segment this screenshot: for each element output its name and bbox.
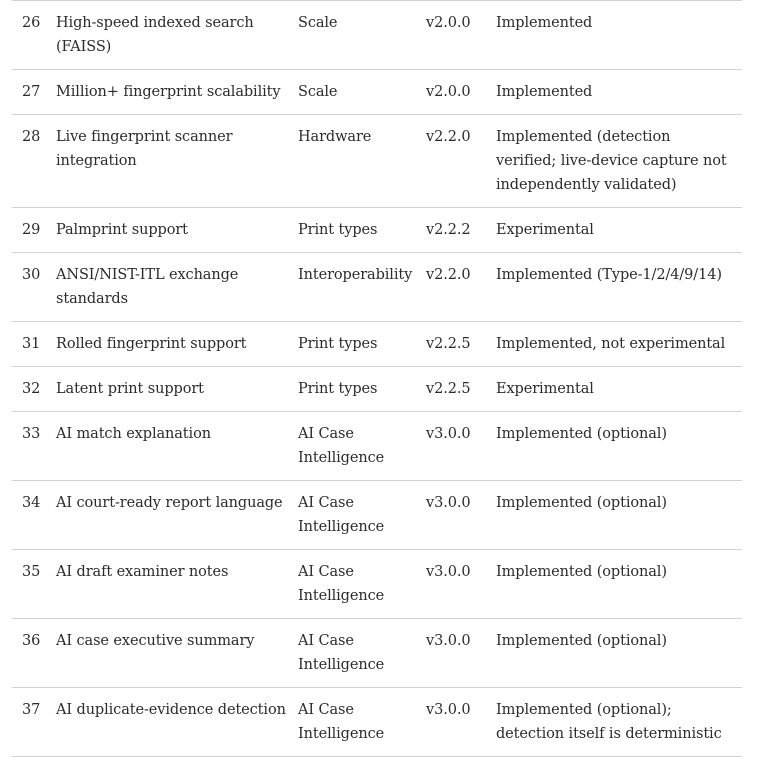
row-number: 34 xyxy=(22,495,41,511)
feature-version: v3.0.0 xyxy=(426,564,471,580)
row-number: 33 xyxy=(22,426,41,442)
feature-status: Implemented (optional); detection itself is deterministic xyxy=(496,702,722,742)
feature-version: v2.0.0 xyxy=(426,84,471,100)
feature-name: High-speed indexed search (FAISS) xyxy=(56,15,254,55)
table-row xyxy=(12,1,742,70)
feature-category: Interoperability xyxy=(298,267,413,283)
row-number: 31 xyxy=(22,336,41,352)
row-number: 35 xyxy=(22,564,41,580)
feature-version: v3.0.0 xyxy=(426,426,471,442)
feature-name: ANSI/NIST-ITL exchange standards xyxy=(56,267,239,307)
feature-table-container xyxy=(12,0,742,757)
feature-version: v2.2.5 xyxy=(426,381,471,397)
feature-category: Print types xyxy=(298,222,378,238)
feature-category: Print types xyxy=(298,381,378,397)
table-row xyxy=(12,481,742,550)
feature-name: Palmprint support xyxy=(56,222,188,238)
feature-category: AI Case Intelligence xyxy=(298,426,385,466)
feature-version: v2.2.2 xyxy=(426,222,471,238)
table-row xyxy=(12,550,742,619)
feature-version: v2.2.5 xyxy=(426,336,471,352)
feature-name: AI case executive summary xyxy=(56,633,255,649)
row-number: 30 xyxy=(22,267,41,283)
feature-name: AI duplicate-evidence detection xyxy=(56,702,286,718)
feature-name: AI draft examiner notes xyxy=(56,564,229,580)
table-row xyxy=(12,115,742,208)
feature-category: AI Case Intelligence xyxy=(298,702,385,742)
feature-name: Live fingerprint scanner integration xyxy=(56,129,233,169)
table-row xyxy=(12,70,742,115)
feature-status: Implemented xyxy=(496,84,593,100)
row-number: 37 xyxy=(22,702,41,718)
feature-version: v2.2.0 xyxy=(426,267,471,283)
table-row xyxy=(12,322,742,367)
feature-category: AI Case Intelligence xyxy=(298,564,385,604)
feature-version: v2.0.0 xyxy=(426,15,471,31)
feature-category: Print types xyxy=(298,336,378,352)
table-row xyxy=(12,619,742,688)
feature-version: v3.0.0 xyxy=(426,633,471,649)
feature-status: Implemented (optional) xyxy=(496,564,667,580)
feature-status: Implemented (optional) xyxy=(496,495,667,511)
feature-category: Scale xyxy=(298,84,338,100)
feature-category: AI Case Intelligence xyxy=(298,495,385,535)
feature-status: Implemented (detection verified; live-device capture not independently validated) xyxy=(496,129,727,193)
feature-name: AI match explanation xyxy=(56,426,211,442)
feature-category: AI Case Intelligence xyxy=(298,633,385,673)
feature-status: Implemented xyxy=(496,15,593,31)
feature-table-body xyxy=(12,1,742,757)
feature-version: v3.0.0 xyxy=(426,702,471,718)
feature-status: Implemented (optional) xyxy=(496,633,667,649)
row-number: 26 xyxy=(22,15,41,31)
row-number: 28 xyxy=(22,129,41,145)
row-number: 32 xyxy=(22,381,41,397)
feature-table xyxy=(12,0,742,757)
row-number: 36 xyxy=(22,633,41,649)
feature-version: v2.2.0 xyxy=(426,129,471,145)
feature-version: v3.0.0 xyxy=(426,495,471,511)
feature-name: Rolled fingerprint support xyxy=(56,336,247,352)
feature-name: Million+ fingerprint scalability xyxy=(56,84,281,100)
feature-name: Latent print support xyxy=(56,381,204,397)
table-row xyxy=(12,253,742,322)
table-row xyxy=(12,688,742,757)
row-number: 29 xyxy=(22,222,41,238)
feature-category: Scale xyxy=(298,15,338,31)
table-row xyxy=(12,208,742,253)
table-row xyxy=(12,367,742,412)
feature-name: AI court-ready report language xyxy=(56,495,283,511)
feature-status: Implemented, not experimental xyxy=(496,336,726,352)
feature-status: Experimental xyxy=(496,381,594,397)
feature-category: Hardware xyxy=(298,129,372,145)
table-row xyxy=(12,412,742,481)
row-number: 27 xyxy=(22,84,41,100)
feature-status: Experimental xyxy=(496,222,594,238)
feature-status: Implemented (optional) xyxy=(496,426,667,442)
feature-status: Implemented (Type-1/2/4/9/14) xyxy=(496,267,722,283)
